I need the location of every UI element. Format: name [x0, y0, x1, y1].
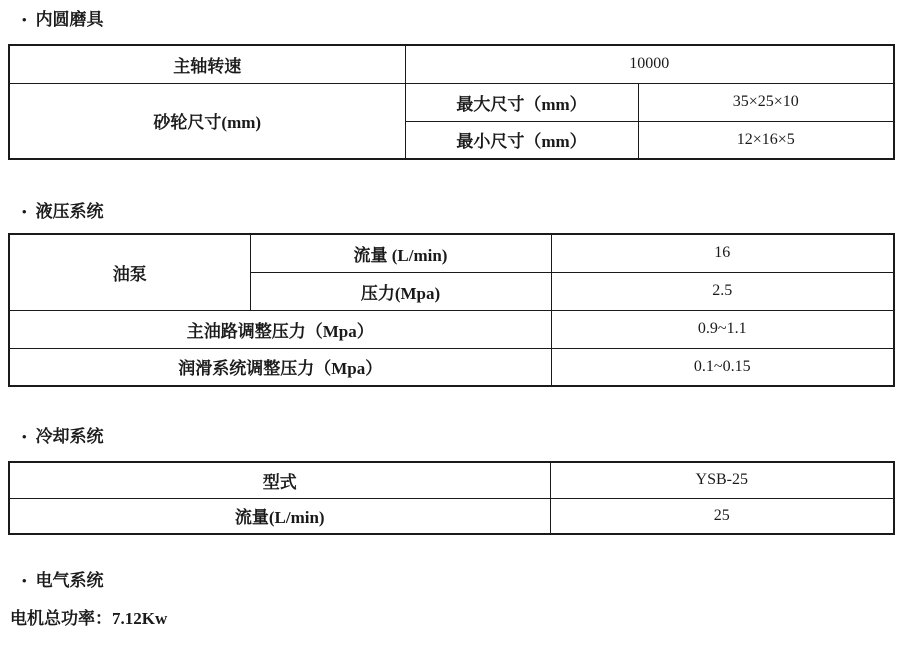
section-title-internal-grinder [0, 9, 900, 30]
pressure-value: 2.5 [551, 272, 894, 310]
section-title-electrical-system [0, 570, 900, 591]
internal-grinder-table [8, 44, 895, 160]
pressure-label: 压力(Mpa) [250, 272, 551, 310]
table-row [9, 83, 894, 121]
bullet-icon: • [22, 12, 27, 27]
cooling-system-table [8, 461, 895, 535]
section-title-text: 电气系统 [35, 571, 104, 590]
coolant-flow-value: 25 [550, 498, 894, 534]
wheel-size-group-label: 砂轮尺寸(mm) [9, 83, 405, 159]
bullet-icon: • [22, 204, 27, 219]
section-title-text: 冷却系统 [35, 427, 104, 446]
table-row [9, 348, 894, 386]
main-circuit-pressure-label: 主油路调整压力（Mpa） [9, 310, 551, 348]
table-row [9, 462, 894, 498]
table-row [9, 498, 894, 534]
min-size-label: 最小尺寸（mm） [405, 121, 638, 159]
max-size-value: 35×25×10 [638, 83, 894, 121]
coolant-flow-label: 流量(L/min) [9, 498, 550, 534]
table-row [9, 310, 894, 348]
section-title-hydraulic-system [0, 201, 900, 222]
bullet-icon: • [22, 429, 27, 444]
type-label: 型式 [9, 462, 550, 498]
motor-total-power-text: 电机总功率：7.12Kw [10, 609, 168, 628]
section-title-cooling-system [0, 426, 900, 447]
type-value: YSB-25 [550, 462, 894, 498]
lubrication-pressure-value: 0.1~0.15 [551, 348, 894, 386]
lubrication-pressure-label: 润滑系统调整压力（Mpa） [9, 348, 551, 386]
main-circuit-pressure-value: 0.9~1.1 [551, 310, 894, 348]
section-title-text: 内圆磨具 [35, 10, 104, 29]
table-row [9, 45, 894, 83]
section-title-text: 液压系统 [35, 202, 104, 221]
spindle-speed-value: 10000 [405, 45, 894, 83]
hydraulic-system-table [8, 233, 895, 387]
flow-label: 流量 (L/min) [250, 234, 551, 272]
max-size-label: 最大尺寸（mm） [405, 83, 638, 121]
oil-pump-group-label: 油泵 [9, 234, 250, 310]
bullet-icon: • [22, 573, 27, 588]
min-size-value: 12×16×5 [638, 121, 894, 159]
spindle-speed-label: 主轴转速 [9, 45, 405, 83]
table-row [9, 234, 894, 272]
flow-value: 16 [551, 234, 894, 272]
